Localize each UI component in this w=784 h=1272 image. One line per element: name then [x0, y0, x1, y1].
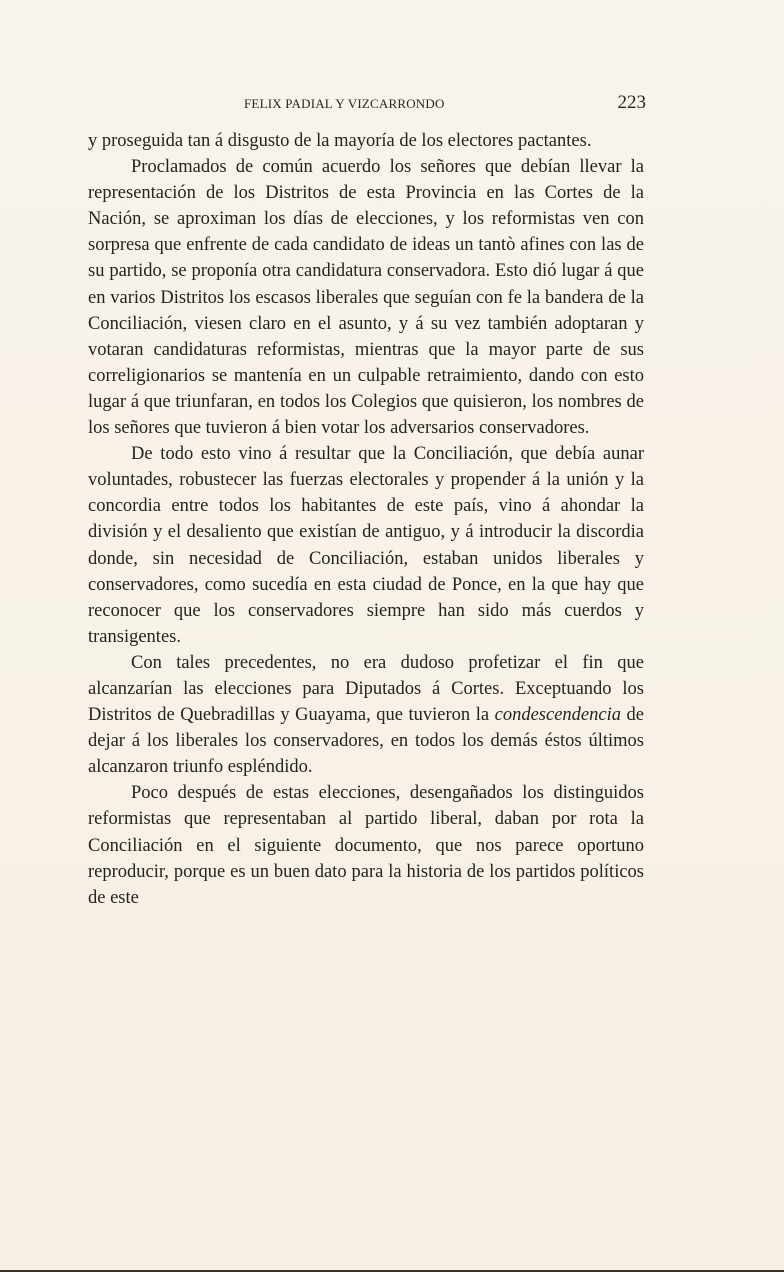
italic-word-condescendencia: condescendencia	[494, 705, 621, 726]
page-number: 223	[617, 92, 646, 113]
paragraph-4-before-italic: Con tales precedentes, no era dudoso profetizar el fin que alcanzarían las elecciones para Diputados á Cortes. Exceptuando los Distritos de Quebradillas y Guayama, que tuvieron la	[88, 652, 644, 726]
paragraph-3: De todo esto vino á resultar que la Conciliación, que debía aunar voluntades, robustecer las fuerzas electorales y propender á la unión y la concordia entre todos los habitantes de este país, vino á ahondar la división y el desaliento que existían de antiguo, y á introducir la discordia donde, sin necesidad de Conciliación, estaban unidos liberales y conservadores, como sucedía en esta ciudad de Ponce, en la que hay que reconocer que los conservadores siempre han sido más cuerdos y transigentes.	[88, 444, 644, 647]
paragraph-2: Proclamados de común acuerdo los señores que debían llevar la representación de los Distritos de esta Provincia en las Cortes de la Nación, se aproximan los días de elecciones, y los reformistas ven con sorpresa que enfrente de cada candidato de ideas un tantò afines con las de su partido, se proponía otra candidatura conservadora. Esto dió lugar á que en varios Distritos los escasos liberales que seguían con fe la bandera de la Conciliación, viesen claro en el asunto, y á su vez también adoptaran y votaran candidaturas reformistas, mientras que la mayor parte de sus correligionarios se mantenía en un culpable retraimiento, dando con esto lugar á que triunfaran, en todos los Colegios que quisieron, los nombres de los señores que tuvieron á bien votar los adversarios conservadores.	[88, 157, 644, 439]
running-header	[88, 94, 646, 116]
paragraph-4	[88, 650, 644, 780]
paragraph-1: y proseguida tan á disgusto de la mayoría de los electores pactantes.	[88, 131, 592, 151]
body-text	[88, 128, 644, 911]
paragraph-5: Poco después de estas elecciones, desengañados los distinguidos reformistas que representaban al partido liberal, daban por rota la Conciliación en el siguiente documento, que nos parece oportuno reproducir, porque es un buen dato para la historia de los partidos políticos de este	[88, 783, 644, 908]
running-title: FELIX PADIAL Y VIZCARRONDO	[244, 96, 445, 111]
paragraph-4-after-italic: de dejar á los liberales los conservadores, en todos los demás éstos últimos alcanzaron triunfo espléndido.	[88, 705, 644, 778]
